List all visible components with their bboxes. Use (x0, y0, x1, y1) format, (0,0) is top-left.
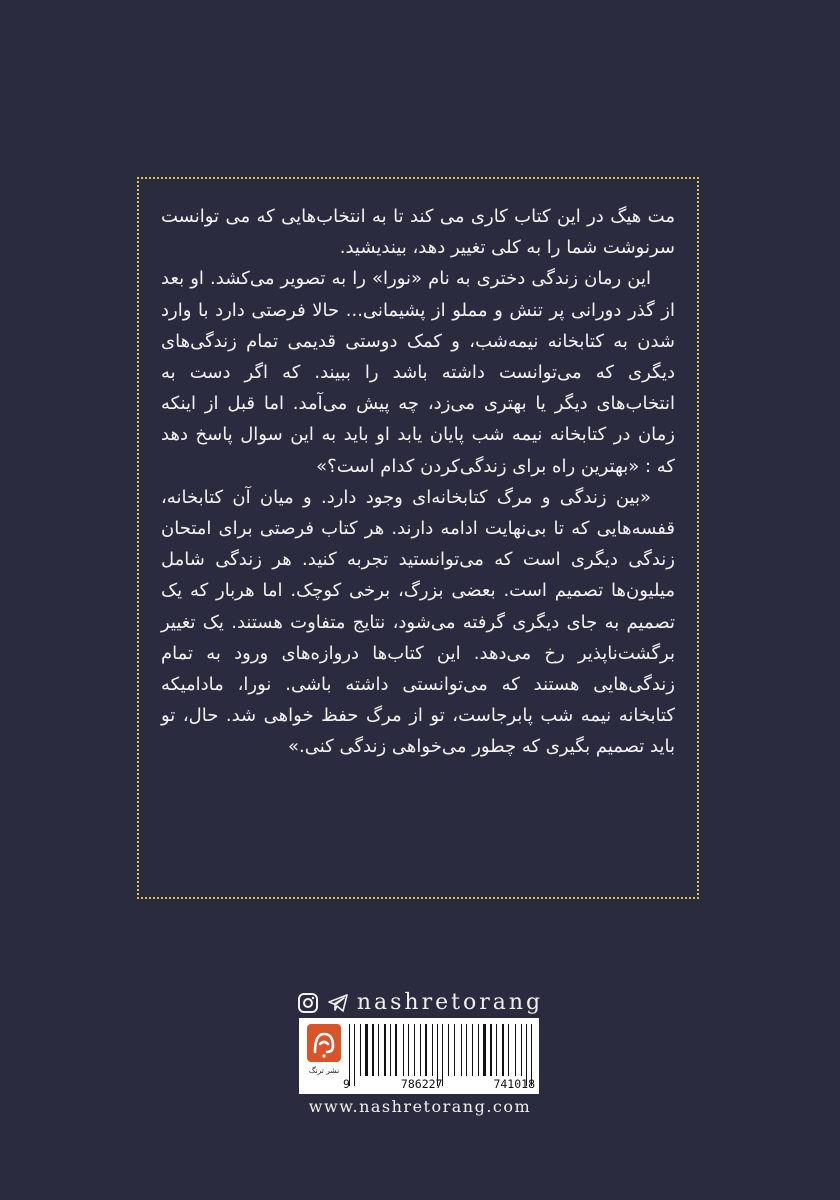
barcode-bar (420, 1024, 421, 1076)
barcode-bar (472, 1024, 473, 1076)
blurb-paragraph-3: «بین زندگی و مرگ کتابخانه‌ای وجود دارد. و میان آن کتابخانه، قفسه‌هایی که تا بی‌نهایت ادامه دارند. هر کتاب فرصتی برای امتحان زندگی دیگری است که می‌توانستید تجربه کنید. هر زندگی شامل میلیون‌ها تصمیم است. بعضی بزرگ، برخی کوچک. اما هربار که یک تصمیم به جای دیگری گرفته می‌شود، نتایج متفاوت هستند. یک تغییر برگشت‌ناپذیر رخ می‌دهد. این کتاب‌ها دروازه‌های ورود به تمام زندگی‌هایی هستند که می‌توانستی داشته باشی. نورا، مادامیکه کتابخانه نیمه شب پابرجاست، تو از مرگ حفظ خواهی شد. حال، تو باید تصمیم بگیری که چطور می‌خواهی زندگی کنی.» (161, 486, 675, 758)
barcode-bar (451, 1024, 453, 1076)
barcode-bar (363, 1024, 364, 1076)
isbn-barcode-card (299, 1018, 539, 1094)
barcode-bar (399, 1024, 401, 1076)
barcode-bar (390, 1024, 391, 1076)
telegram-icon (327, 992, 349, 1014)
barcode-bar (487, 1024, 488, 1076)
barcode-bar (440, 1024, 441, 1076)
barcode-bar (517, 1024, 519, 1076)
barcode-bar (469, 1024, 471, 1076)
barcode-first-digit: 9 (343, 1077, 350, 1091)
barcode-bar (461, 1024, 462, 1076)
barcode-bar (528, 1024, 529, 1076)
publisher-logo (305, 1024, 343, 1088)
barcode-bar (478, 1024, 479, 1076)
barcode-bar (523, 1024, 524, 1076)
barcode-bar (496, 1024, 497, 1076)
blurb-paragraph-2: این رمان زندگی دختری به نام «نورا» را به تصویر می‌کشد. او بعد از گذر دورانی پر تنش و مملو از پشیمانی... حالا فرصتی دارد با وارد شدن به کتابخانه نیمه‌شب، و کمک دوستی قدیمی تمام زندگی‌های دیگری که می‌توانست داشته باشد را ببیند. که اگر دست به انتخاب‌های دیگر یا بهتری می‌زد، چه پیش می‌آمد. اما قبل از اینکه زمان در کتابخانه نیمه شب پایان یابد او باید به این سوال پاسخ دهد که : «بهترین راه برای زندگی‌کردن کدام است؟» (161, 268, 675, 477)
barcode-bar (369, 1024, 370, 1076)
barcode-bar (515, 1024, 516, 1076)
barcode-bar (521, 1024, 522, 1076)
barcode-bar (405, 1024, 406, 1076)
barcode-bar (448, 1024, 450, 1076)
barcode-bar (457, 1024, 460, 1076)
barcode-bar (414, 1024, 415, 1076)
barcode-bar (493, 1024, 494, 1076)
barcode-bar (416, 1024, 419, 1076)
barcode-left-group: 786227 (400, 1077, 443, 1091)
barcode-bars (349, 1024, 533, 1076)
barcode-digits (343, 1077, 535, 1091)
social-line (0, 990, 840, 1015)
barcode-bar (475, 1024, 477, 1076)
barcode-bar (425, 1024, 427, 1076)
barcode-bar (464, 1024, 465, 1076)
website-url: www.nashretorang.com (308, 1097, 532, 1116)
blurb-text (161, 201, 675, 763)
barcode-bar (357, 1024, 359, 1076)
publisher-name: نشر ترنگ (308, 1066, 340, 1075)
barcode-bar (502, 1024, 504, 1076)
barcode-bar (375, 1024, 376, 1076)
barcode-bar (432, 1024, 433, 1076)
barcode-bar (352, 1024, 353, 1076)
barcode-bar (403, 1024, 404, 1076)
blurb-frame (137, 177, 699, 899)
barcode-bar (360, 1024, 361, 1076)
blurb-paragraph-1: مت هیگ در این کتاب کاری می کند تا به انتخاب‌هایی که می توانست سرنوشت شما را به کلی تغییر دهد، بیندیشید. (161, 206, 675, 259)
barcode-bar (454, 1024, 455, 1076)
barcode-bar (365, 1024, 368, 1076)
barcode-bar (395, 1024, 398, 1076)
barcode-bar (481, 1024, 482, 1076)
barcode-bar (508, 1024, 509, 1076)
barcode-bar (378, 1024, 379, 1076)
barcode-bar (411, 1024, 412, 1076)
barcode-bar (429, 1024, 431, 1076)
barcode-bar (466, 1024, 467, 1076)
barcode-right-group: 741018 (493, 1077, 535, 1091)
barcode-bar (408, 1024, 410, 1076)
barcode-bar (372, 1024, 374, 1076)
barcode-bar (392, 1024, 393, 1076)
publisher-mark-icon (307, 1024, 341, 1062)
social-handle: nashretorang (356, 990, 544, 1015)
instagram-icon (297, 992, 319, 1014)
barcode-bar (380, 1024, 382, 1076)
barcode-bar (483, 1024, 486, 1076)
barcode-bar (384, 1024, 386, 1076)
barcode-bar (498, 1024, 500, 1076)
barcode-bar (387, 1024, 388, 1076)
barcode-bar (445, 1024, 446, 1076)
barcode-bar (435, 1024, 436, 1076)
barcode-bar (490, 1024, 492, 1076)
barcode-bar (423, 1024, 424, 1076)
barcode-bar (505, 1024, 506, 1076)
barcode-bar (510, 1024, 513, 1076)
